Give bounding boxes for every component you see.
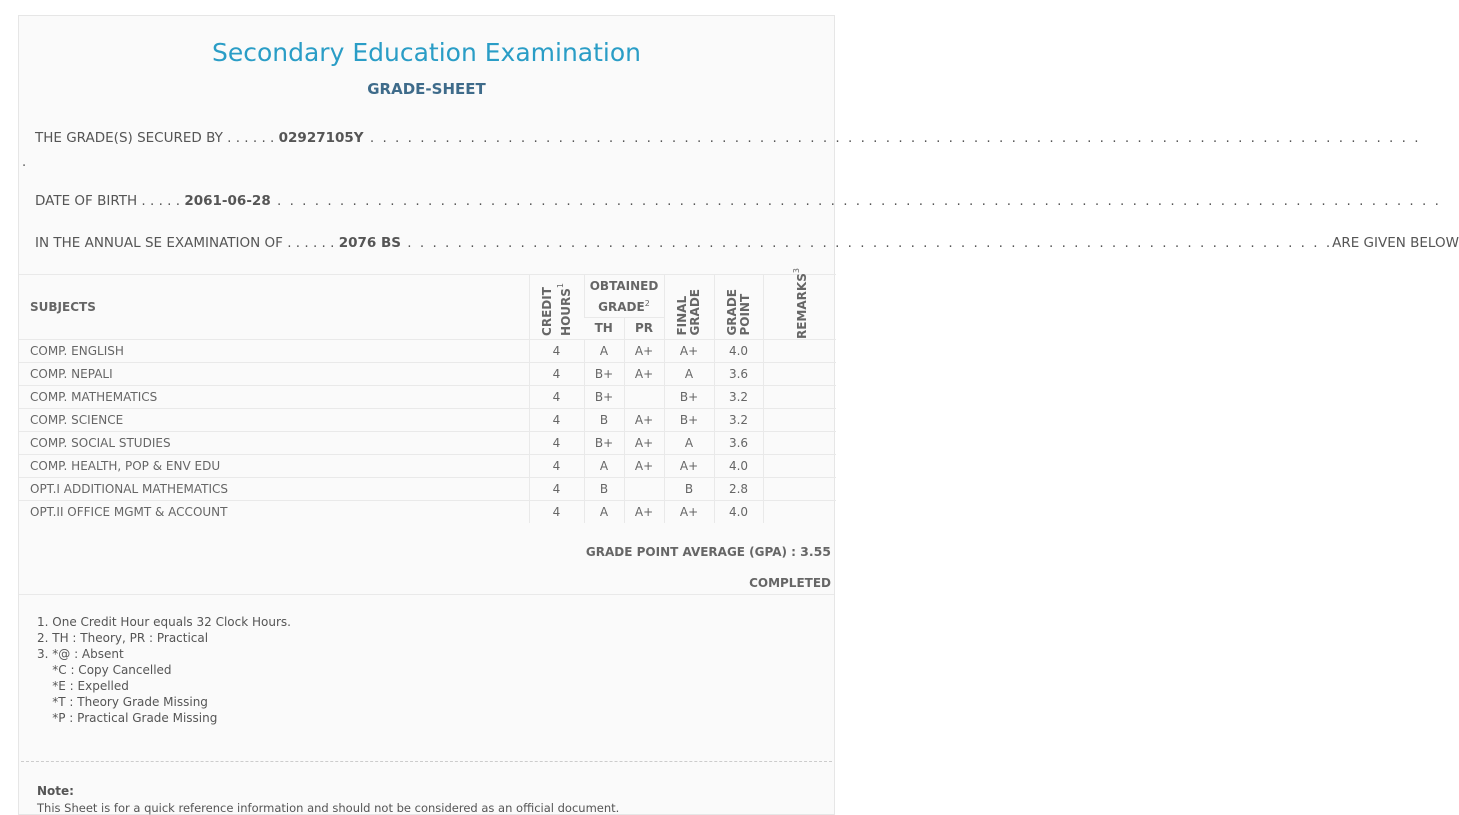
dashed-divider xyxy=(21,761,832,762)
remarks-cell xyxy=(763,409,836,432)
table-row xyxy=(19,363,836,386)
th-grade-cell: A xyxy=(584,340,624,363)
subject-cell: OPT.II OFFICE MGMT & ACCOUNT xyxy=(19,501,529,524)
grade-point-header: GRADE POINT xyxy=(714,275,763,340)
divider xyxy=(19,594,834,595)
remarks-header: REMARKS$^3$ xyxy=(763,275,836,340)
grade-point-cell: 3.6 xyxy=(714,432,763,455)
footnote-item: 3. *@ : Absent xyxy=(37,647,124,661)
final-grade-cell: A+ xyxy=(664,501,714,524)
footnote-item: 1. One Credit Hour equals 32 Clock Hours. xyxy=(37,615,291,629)
subject-cell: OPT.I ADDITIONAL MATHEMATICS xyxy=(19,478,529,501)
line-continuation-dot: . xyxy=(22,155,27,170)
footnote-item: *C : Copy Cancelled xyxy=(37,663,172,677)
table-row xyxy=(19,455,836,478)
table-row xyxy=(19,432,836,455)
grade-point-cell: 2.8 xyxy=(714,478,763,501)
final-grade-cell: A+ xyxy=(664,455,714,478)
note-text: This Sheet is for a quick reference information and should not be considered as an official document. xyxy=(37,801,620,815)
gpa-label: GRADE POINT AVERAGE (GPA) : xyxy=(585,545,796,559)
status-text: COMPLETED xyxy=(749,576,831,590)
grade-point-cell: 4.0 xyxy=(714,501,763,524)
th-grade-cell: A xyxy=(584,455,624,478)
footnote-item: *T : Theory Grade Missing xyxy=(37,695,208,709)
exam-year: 2076 BS xyxy=(338,235,401,251)
grade-point-cell: 3.2 xyxy=(714,409,763,432)
page-subtitle: GRADE-SHEET xyxy=(367,80,486,98)
remarks-cell xyxy=(763,363,836,386)
remarks-cell xyxy=(763,432,836,455)
subject-cell: COMP. ENGLISH xyxy=(19,340,529,363)
subject-cell: COMP. NEPALI xyxy=(19,363,529,386)
final-grade-cell: B+ xyxy=(664,386,714,409)
th-grade-cell: B+ xyxy=(584,386,624,409)
note-label: Note: xyxy=(37,784,74,798)
table-row xyxy=(19,501,836,524)
grade-point-cell: 4.0 xyxy=(714,455,763,478)
given-below-text: ARE GIVEN BELOW xyxy=(1332,235,1459,251)
grades-table xyxy=(19,268,836,523)
pr-grade-cell: A+ xyxy=(624,363,664,386)
final-grade-cell: B xyxy=(664,478,714,501)
dob-line: DATE OF BIRTH . . . . . 2061-06-28 . . . . . . . . . . . . . . . . . . . . . . . . . . . . . . . . . . . . . . . . . . . . . . . . . . . . . . . . . . . . . . . . . . . . . . . . . . . . . . . . . . . . . . . . . . . . . xyxy=(35,193,1441,209)
pr-grade-cell xyxy=(624,386,664,409)
remarks-cell xyxy=(763,478,836,501)
secured-by-label: THE GRADE(S) SECURED BY xyxy=(35,130,223,146)
obtained-grade-header: OBTAINED GRADE$^2$ xyxy=(584,275,664,318)
remarks-cell xyxy=(763,501,836,524)
remarks-cell xyxy=(763,340,836,363)
credit-cell: 4 xyxy=(529,501,584,524)
subject-cell: COMP. SCIENCE xyxy=(19,409,529,432)
table-row xyxy=(19,386,836,409)
th-grade-cell: A xyxy=(584,501,624,524)
th-header: TH xyxy=(584,317,624,339)
table-row xyxy=(19,340,836,363)
subjects-header: SUBJECTS xyxy=(19,275,529,340)
credit-cell: 4 xyxy=(529,409,584,432)
table-row xyxy=(19,478,836,501)
credit-cell: 4 xyxy=(529,455,584,478)
subject-cell: COMP. HEALTH, POP & ENV EDU xyxy=(19,455,529,478)
pr-grade-cell: A+ xyxy=(624,455,664,478)
th-grade-cell: B+ xyxy=(584,363,624,386)
gpa-value: 3.55 xyxy=(800,544,831,559)
pr-grade-cell: A+ xyxy=(624,409,664,432)
credit-cell: 4 xyxy=(529,340,584,363)
footnote-item: *P : Practical Grade Missing xyxy=(37,711,218,725)
credit-hours-header: CREDIT HOURS$^1$ xyxy=(529,275,584,340)
subject-cell: COMP. MATHEMATICS xyxy=(19,386,529,409)
final-grade-cell: A+ xyxy=(664,340,714,363)
final-grade-cell: A xyxy=(664,363,714,386)
pr-grade-cell xyxy=(624,478,664,501)
th-grade-cell: B+ xyxy=(584,432,624,455)
pr-grade-cell: A+ xyxy=(624,501,664,524)
final-grade-cell: B+ xyxy=(664,409,714,432)
pr-grade-cell: A+ xyxy=(624,432,664,455)
th-grade-cell: B xyxy=(584,409,624,432)
gpa-summary xyxy=(586,544,831,559)
credit-cell: 4 xyxy=(529,478,584,501)
credit-cell: 4 xyxy=(529,363,584,386)
dob-value: 2061-06-28 xyxy=(184,193,271,209)
credit-cell: 4 xyxy=(529,386,584,409)
exam-label: IN THE ANNUAL SE EXAMINATION OF xyxy=(35,235,283,251)
grade-sheet xyxy=(18,15,1459,815)
footnote-item: *E : Expelled xyxy=(37,679,129,693)
exam-line: IN THE ANNUAL SE EXAMINATION OF . . . . . . 2076 BS . . . . . . . . . . . . . . . . . . . . . . . . . . . . . . . . . . . . . . . . . . . . . . . . . . . . . . . . . . . . . . . . . . . . . . . . . . ARE GIVEN BELOW xyxy=(35,235,1459,251)
grade-point-cell: 3.2 xyxy=(714,386,763,409)
table-row xyxy=(19,409,836,432)
secured-by-line: THE GRADE(S) SECURED BY . . . . . . 02927105Y . . . . . . . . . . . . . . . . . . . . . . . . . . . . . . . . . . . . . . . . . . . . . . . . . . . . . . . . . . . . . . . . . . . . . . . . . . . . . . . . . . . . xyxy=(35,130,1421,146)
symbol-number: 02927105Y xyxy=(278,130,364,146)
grade-point-cell: 4.0 xyxy=(714,340,763,363)
credit-cell: 4 xyxy=(529,432,584,455)
final-grade-cell: A xyxy=(664,432,714,455)
page-title: Secondary Education Examination xyxy=(211,38,642,67)
subject-cell: COMP. SOCIAL STUDIES xyxy=(19,432,529,455)
remarks-cell xyxy=(763,386,836,409)
remarks-cell xyxy=(763,455,836,478)
footnote-item: 2. TH : Theory, PR : Practical xyxy=(37,631,209,645)
grade-point-cell: 3.6 xyxy=(714,363,763,386)
pr-grade-cell: A+ xyxy=(624,340,664,363)
dob-label: DATE OF BIRTH xyxy=(35,193,138,209)
pr-header: PR xyxy=(624,317,664,339)
footnotes xyxy=(37,614,291,726)
final-grade-header: FINAL GRADE xyxy=(664,275,714,340)
th-grade-cell: B xyxy=(584,478,624,501)
